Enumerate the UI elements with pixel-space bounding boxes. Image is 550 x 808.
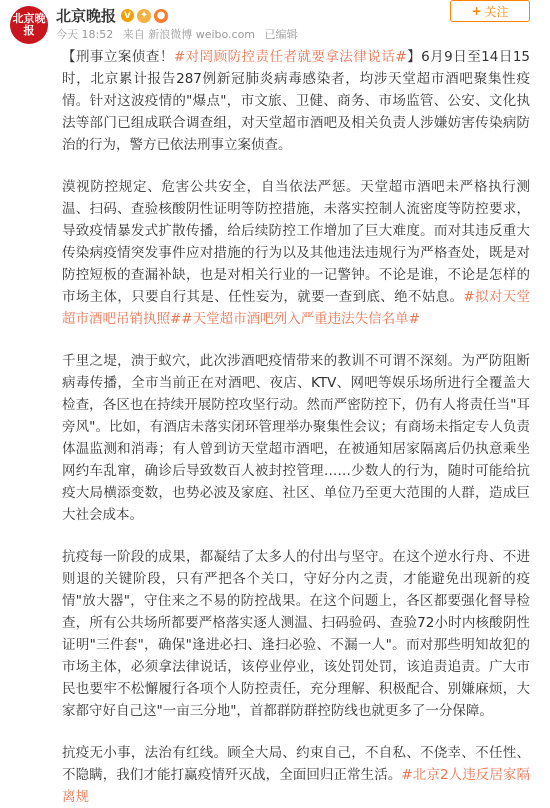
topic-hashtag[interactable]: #北京2人违反居家隔离规 <box>62 767 530 805</box>
paragraph-text: 千里之堤，溃于蚁穴，此次涉酒吧疫情带来的教训不可谓不深刻。为严防阻断病毒传播，全市当前正在对酒吧、夜店、KTV、网吧等娱乐场所进行全覆盖大检查，各区也在持续开展防控攻坚行动。然而严密防控下，仍有人将责任当"耳旁风"。比如，有酒店未落实闭环管理举办聚集性会议；有商场未指定专人负责体温监测和消毒；有人曾到访天堂超市酒吧，在被通知居家隔离后仍执意乘坐网约车乱窜，确诊后导致数百人被封控管理……少数人的行为，随时可能给抗疫大局横添变数，也势必波及家庭、社区、单位乃至更大范围的人群，造成巨大社会成本。 <box>62 353 530 523</box>
author-name[interactable]: 北京晚报 <box>56 7 117 25</box>
paragraph-5 <box>62 742 530 808</box>
paragraph-text: 【刑事立案侦查！ <box>62 49 174 65</box>
topic-hashtag[interactable]: #拟对天堂超市酒吧吊销执照##天堂超市酒吧列入严重违法失信名单# <box>62 289 531 327</box>
plus-icon: + <box>471 4 482 18</box>
post-content <box>0 44 550 808</box>
paragraph-text: 漠视防控规定、危害公共安全，自当依法严惩。天堂超市酒吧未严格执行测温、扫码、查验核酸阴性证明等防控措施，未落实控制人流密度等防控要求，导致疫情暴发式扩散传播，给后续防控工作增加了巨大难度。而对其违反重大传染病疫情突发事件应对措施的行为以及其他违法违规行为严格查处，既是对防控短板的查漏补缺，也是对相关行业的一记警钟。不论是谁，不论是怎样的市场主体，只要自行其是、任性妄为，就要一查到底、绝不姑息。 <box>62 179 530 305</box>
post-meta <box>56 26 304 42</box>
post-source[interactable]: 来自 新浪微博 weibo.com <box>122 28 256 41</box>
paragraph-text: 抗疫每一阶段的成果，都凝结了太多人的付出与坚守。在这个逆水行舟、不进则退的关键阶段，只有严把各个关口，守好分内之责，才能避免出现新的疫情"放大器"，守住来之不易的防控战果。在这个问题上，各区都要强化督导检查，所有公共场所都要严格落实逐人测温、扫码验码、查验72小时内核酸阴性证明"三件套"，确保"逢进必扫、逢扫必验、不漏一人"。而对那些明知故犯的市场主体，必须拿法律说话，该停业停业，该处罚处罚，该追责追责。广大市民也要牢不松懈履行各项个人防控责任，充分理解、积极配合、别嫌麻烦，大家都守好自己这"一亩三分地"，首都群防群控防线也就更多了一分保障。 <box>62 549 530 719</box>
paragraph-4 <box>62 546 530 722</box>
follow-button[interactable] <box>450 0 530 22</box>
paragraph-text: 抗疫无小事，法治有红线。顾全大局、约束自己，不自私、不侥幸、不任性、不隐瞒，我们才能打赢疫情歼灭战，全面回归正常生活。 <box>62 745 530 783</box>
medal-icon[interactable]: ● <box>154 9 168 23</box>
follow-label: 关注 <box>484 4 509 19</box>
paragraph-3 <box>62 350 530 526</box>
avatar-logo-text: 北京晚报 <box>12 12 46 37</box>
paragraph-text: 】6月9日至14日15时，北京累计报告287例新冠肺炎病毒感染者，均涉天堂超市酒吧聚集性疫情。针对这波疫情的"爆点"，市文旅、卫健、商务、市场监管、公安、文化执法等部门已组成联合调查组，对天堂超市酒吧及相关负责人涉嫌妨害传染病防治的行为，警方已依法刑事立案侦查。 <box>62 49 530 153</box>
paragraph-1 <box>62 46 530 156</box>
post-timestamp[interactable]: 今天 18:52 <box>56 28 114 41</box>
lightbulb-icon[interactable]: ✦ <box>137 9 151 23</box>
author-row <box>56 5 168 26</box>
author-avatar[interactable] <box>10 6 48 44</box>
verified-icon: V <box>121 9 134 22</box>
post-header <box>0 0 550 44</box>
topic-hashtag[interactable]: #对罔顾防控责任者就要拿法律说话# <box>173 49 407 65</box>
edited-label: 已编辑 <box>264 28 298 41</box>
paragraph-2 <box>62 176 530 330</box>
